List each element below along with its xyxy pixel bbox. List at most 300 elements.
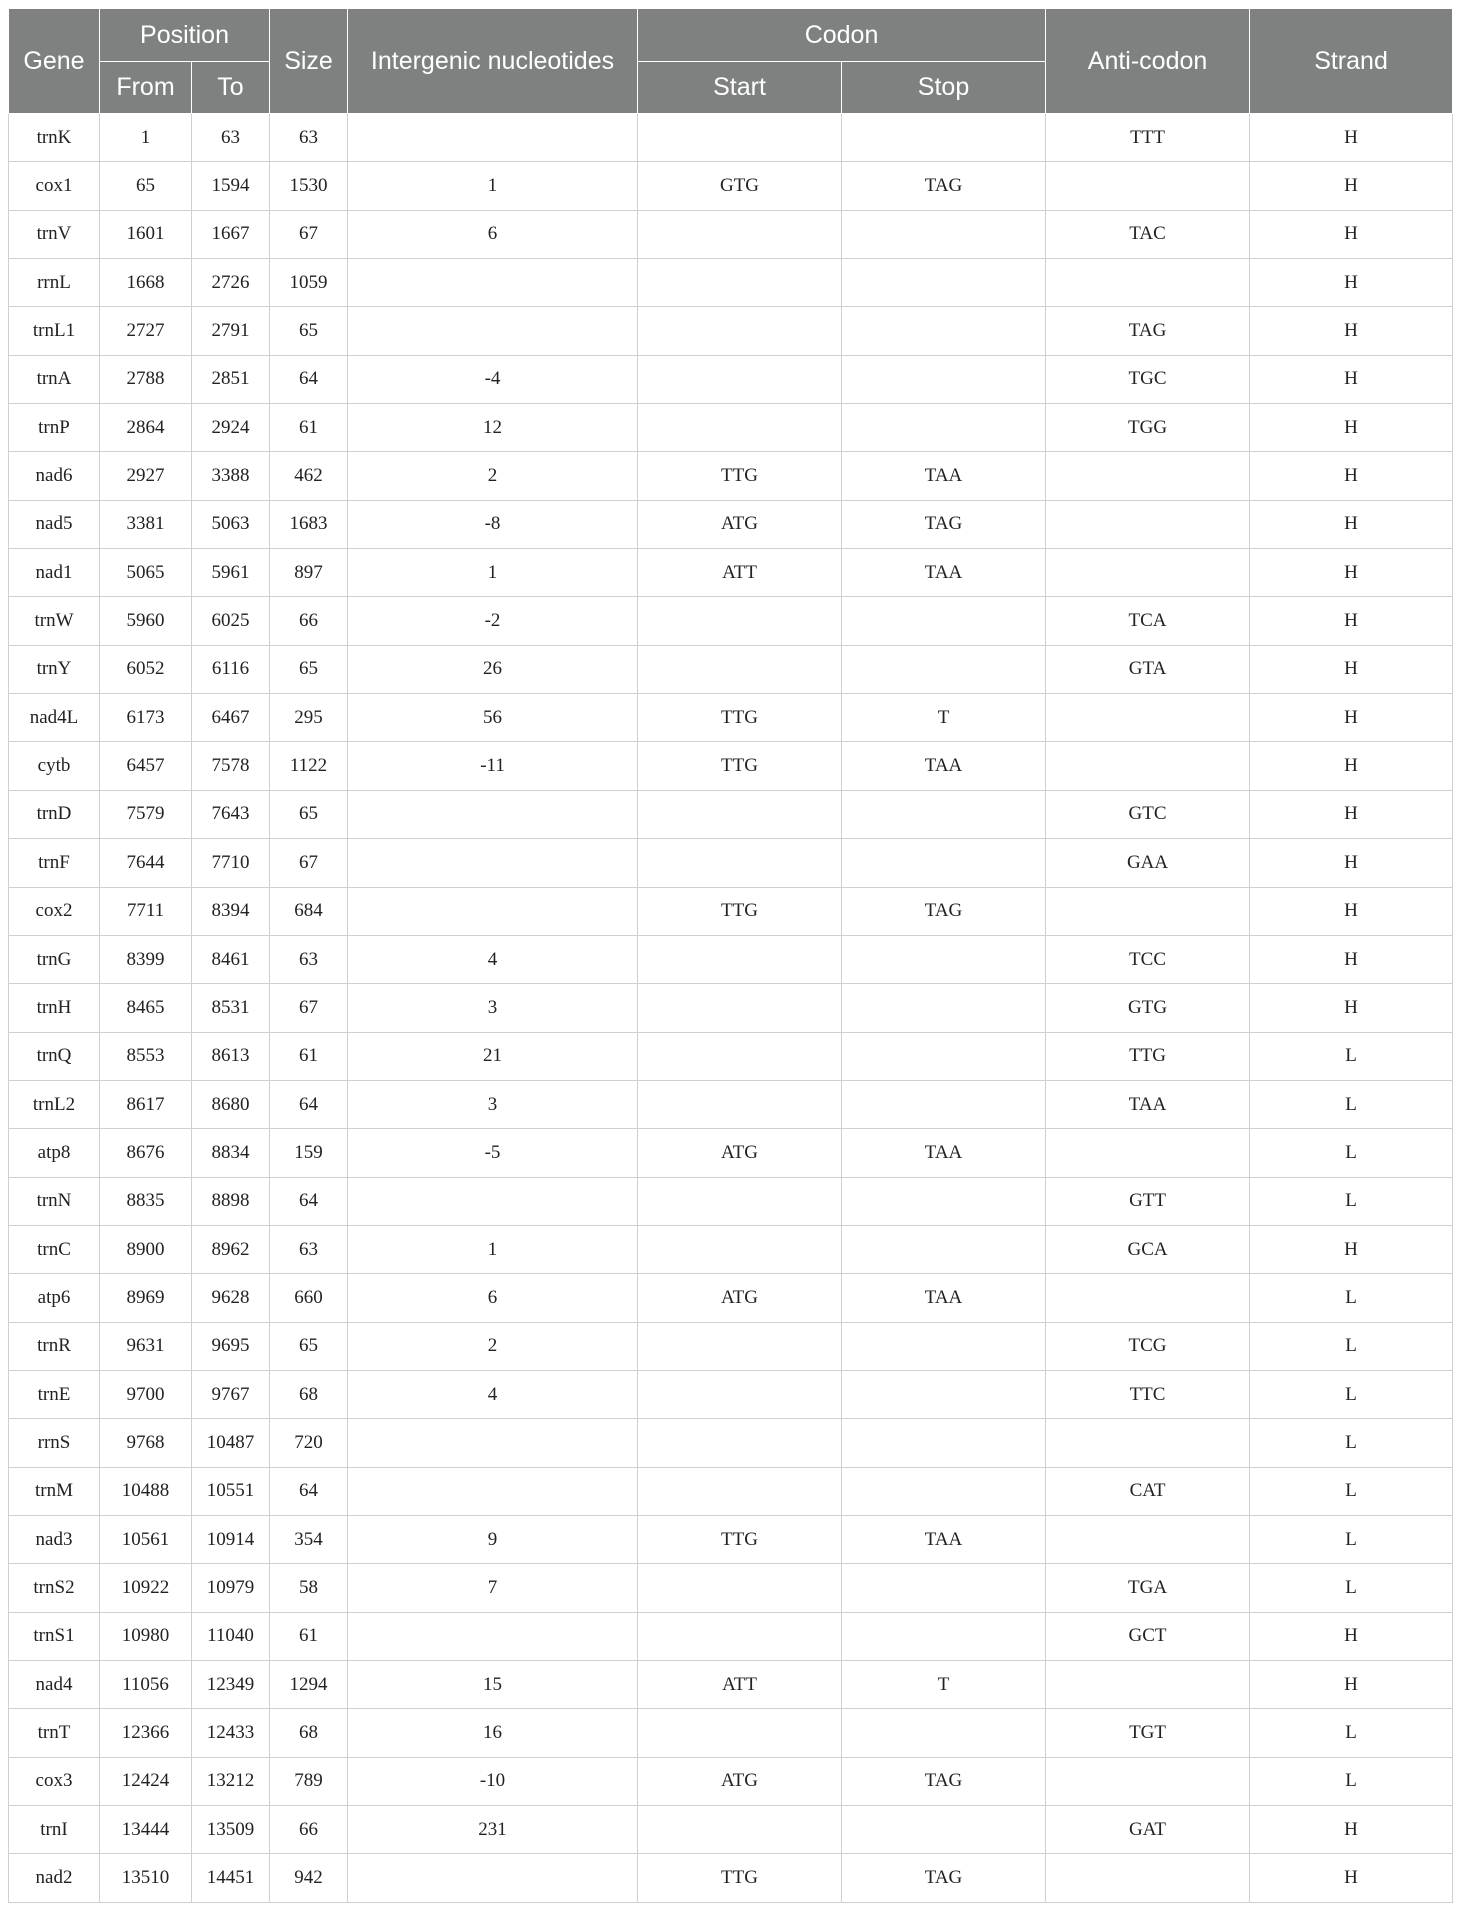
anti-codon-cell: TGC [1046,355,1250,403]
intergenic-cell [348,1177,638,1225]
from-cell: 5065 [100,549,192,597]
intergenic-cell: 7 [348,1564,638,1612]
stop-codon-cell [842,1370,1046,1418]
size-cell: 58 [270,1564,348,1612]
strand-cell: L [1250,1515,1453,1563]
anti-codon-cell: GAA [1046,839,1250,887]
table-row [9,1661,1453,1709]
table-row [9,1032,1453,1080]
to-cell: 11040 [192,1612,270,1660]
start-codon-cell [638,1612,842,1660]
anti-codon-cell [1046,1854,1250,1902]
stop-codon-cell [842,1564,1046,1612]
from-cell: 3381 [100,500,192,548]
gene-table-container [8,8,1452,1903]
start-codon-cell [638,1806,842,1854]
stop-codon-cell [842,839,1046,887]
stop-codon-cell: TAA [842,1515,1046,1563]
from-cell: 1 [100,114,192,162]
start-codon-cell: ATT [638,549,842,597]
start-codon-cell [638,1370,842,1418]
gene-cell: trnP [9,404,100,452]
stop-codon-cell [842,984,1046,1032]
intergenic-cell: 3 [348,984,638,1032]
start-codon-cell [638,935,842,983]
table-row [9,1854,1453,1902]
stop-codon-cell [842,1032,1046,1080]
strand-cell: L [1250,1370,1453,1418]
table-row [9,694,1453,742]
to-cell: 3388 [192,452,270,500]
header-intergenic-nucleotides: Intergenic nucleotides [348,9,638,114]
header-gene: Gene [9,9,100,114]
table-row [9,114,1453,162]
anti-codon-cell [1046,259,1250,307]
gene-cell: trnN [9,1177,100,1225]
intergenic-cell: 9 [348,1515,638,1563]
to-cell: 12349 [192,1661,270,1709]
stop-codon-cell [842,645,1046,693]
size-cell: 897 [270,549,348,597]
from-cell: 12424 [100,1757,192,1805]
gene-cell: trnS2 [9,1564,100,1612]
intergenic-cell [348,790,638,838]
strand-cell: H [1250,887,1453,935]
to-cell: 2924 [192,404,270,452]
gene-cell: atp6 [9,1274,100,1322]
start-codon-cell [638,1419,842,1467]
table-row [9,1129,1453,1177]
stop-codon-cell [842,1806,1046,1854]
start-codon-cell: GTG [638,162,842,210]
strand-cell: H [1250,1225,1453,1273]
intergenic-cell [348,887,638,935]
table-row [9,452,1453,500]
table-row [9,549,1453,597]
strand-cell: H [1250,355,1453,403]
from-cell: 1601 [100,210,192,258]
strand-cell: H [1250,935,1453,983]
size-cell: 720 [270,1419,348,1467]
intergenic-cell [348,839,638,887]
stop-codon-cell [842,259,1046,307]
start-codon-cell: TTG [638,742,842,790]
gene-cell: trnD [9,790,100,838]
gene-cell: cytb [9,742,100,790]
from-cell: 65 [100,162,192,210]
anti-codon-cell [1046,452,1250,500]
to-cell: 10551 [192,1467,270,1515]
from-cell: 2864 [100,404,192,452]
anti-codon-cell: GTA [1046,645,1250,693]
stop-codon-cell [842,1709,1046,1757]
stop-codon-cell [842,1322,1046,1370]
from-cell: 1668 [100,259,192,307]
header-stop: Stop [842,62,1046,114]
to-cell: 7710 [192,839,270,887]
stop-codon-cell: TAG [842,162,1046,210]
from-cell: 13444 [100,1806,192,1854]
anti-codon-cell [1046,694,1250,742]
size-cell: 64 [270,1177,348,1225]
table-row [9,210,1453,258]
size-cell: 63 [270,114,348,162]
intergenic-cell: -10 [348,1757,638,1805]
start-codon-cell [638,1177,842,1225]
gene-cell: trnF [9,839,100,887]
anti-codon-cell: GAT [1046,1806,1250,1854]
to-cell: 8613 [192,1032,270,1080]
gene-cell: nad3 [9,1515,100,1563]
gene-cell: nad5 [9,500,100,548]
size-cell: 67 [270,210,348,258]
header-strand: Strand [1250,9,1453,114]
anti-codon-cell [1046,1129,1250,1177]
size-cell: 65 [270,307,348,355]
size-cell: 67 [270,984,348,1032]
intergenic-cell: 4 [348,935,638,983]
size-cell: 65 [270,790,348,838]
intergenic-cell: -4 [348,355,638,403]
gene-cell: cox3 [9,1757,100,1805]
start-codon-cell [638,984,842,1032]
to-cell: 5063 [192,500,270,548]
intergenic-cell [348,307,638,355]
intergenic-cell: 2 [348,452,638,500]
from-cell: 10980 [100,1612,192,1660]
to-cell: 1667 [192,210,270,258]
to-cell: 63 [192,114,270,162]
start-codon-cell [638,114,842,162]
gene-cell: rrnL [9,259,100,307]
anti-codon-cell: GTT [1046,1177,1250,1225]
table-row [9,1322,1453,1370]
gene-cell: trnY [9,645,100,693]
anti-codon-cell: TGA [1046,1564,1250,1612]
gene-cell: nad1 [9,549,100,597]
table-row [9,1177,1453,1225]
stop-codon-cell: TAA [842,1274,1046,1322]
from-cell: 9631 [100,1322,192,1370]
anti-codon-cell: CAT [1046,1467,1250,1515]
stop-codon-cell [842,114,1046,162]
size-cell: 64 [270,1080,348,1128]
table-row [9,935,1453,983]
table-row [9,1419,1453,1467]
table-row [9,1564,1453,1612]
anti-codon-cell: TCA [1046,597,1250,645]
from-cell: 8617 [100,1080,192,1128]
strand-cell: L [1250,1032,1453,1080]
strand-cell: H [1250,1612,1453,1660]
anti-codon-cell [1046,1274,1250,1322]
gene-cell: trnI [9,1806,100,1854]
gene-cell: trnE [9,1370,100,1418]
to-cell: 5961 [192,549,270,597]
strand-cell: H [1250,210,1453,258]
header-size: Size [270,9,348,114]
from-cell: 8399 [100,935,192,983]
table-row [9,887,1453,935]
start-codon-cell [638,839,842,887]
from-cell: 2788 [100,355,192,403]
table-row [9,1612,1453,1660]
table-row [9,1225,1453,1273]
table-row [9,1467,1453,1515]
gene-cell: cox2 [9,887,100,935]
stop-codon-cell: TAA [842,742,1046,790]
stop-codon-cell: TAG [842,1854,1046,1902]
anti-codon-cell [1046,1757,1250,1805]
intergenic-cell: 231 [348,1806,638,1854]
size-cell: 64 [270,1467,348,1515]
start-codon-cell [638,355,842,403]
intergenic-cell: 6 [348,1274,638,1322]
intergenic-cell [348,114,638,162]
table-row [9,162,1453,210]
size-cell: 354 [270,1515,348,1563]
start-codon-cell [638,1322,842,1370]
gene-cell: nad4 [9,1661,100,1709]
gene-cell: cox1 [9,162,100,210]
gene-cell: trnV [9,210,100,258]
from-cell: 10561 [100,1515,192,1563]
intergenic-cell: 2 [348,1322,638,1370]
stop-codon-cell: TAG [842,887,1046,935]
size-cell: 295 [270,694,348,742]
gene-cell: trnW [9,597,100,645]
size-cell: 1530 [270,162,348,210]
from-cell: 10922 [100,1564,192,1612]
stop-codon-cell [842,935,1046,983]
table-row [9,645,1453,693]
stop-codon-cell [842,307,1046,355]
anti-codon-cell [1046,1419,1250,1467]
start-codon-cell [638,1225,842,1273]
stop-codon-cell: T [842,1661,1046,1709]
size-cell: 159 [270,1129,348,1177]
to-cell: 10979 [192,1564,270,1612]
stop-codon-cell [842,1080,1046,1128]
anti-codon-cell [1046,1661,1250,1709]
from-cell: 8676 [100,1129,192,1177]
to-cell: 14451 [192,1854,270,1902]
start-codon-cell [638,1709,842,1757]
to-cell: 2791 [192,307,270,355]
gene-cell: rrnS [9,1419,100,1467]
strand-cell: H [1250,500,1453,548]
strand-cell: L [1250,1419,1453,1467]
strand-cell: H [1250,307,1453,355]
strand-cell: H [1250,1854,1453,1902]
table-row [9,1080,1453,1128]
size-cell: 1294 [270,1661,348,1709]
strand-cell: H [1250,645,1453,693]
intergenic-cell: 16 [348,1709,638,1757]
intergenic-cell: 3 [348,1080,638,1128]
size-cell: 65 [270,645,348,693]
size-cell: 660 [270,1274,348,1322]
gene-cell: trnL2 [9,1080,100,1128]
gene-cell: trnS1 [9,1612,100,1660]
table-row [9,742,1453,790]
header-to: To [192,62,270,114]
start-codon-cell [638,307,842,355]
strand-cell: H [1250,742,1453,790]
from-cell: 10488 [100,1467,192,1515]
to-cell: 9695 [192,1322,270,1370]
start-codon-cell: ATG [638,1274,842,1322]
strand-cell: H [1250,259,1453,307]
start-codon-cell [638,210,842,258]
start-codon-cell: ATG [638,500,842,548]
from-cell: 8969 [100,1274,192,1322]
stop-codon-cell [842,597,1046,645]
anti-codon-cell: GTG [1046,984,1250,1032]
size-cell: 67 [270,839,348,887]
size-cell: 63 [270,1225,348,1273]
intergenic-cell: 1 [348,549,638,597]
strand-cell: H [1250,1806,1453,1854]
intergenic-cell: 15 [348,1661,638,1709]
header-anti-codon: Anti-codon [1046,9,1250,114]
from-cell: 5960 [100,597,192,645]
size-cell: 66 [270,597,348,645]
gene-cell: trnC [9,1225,100,1273]
start-codon-cell: ATG [638,1129,842,1177]
strand-cell: H [1250,549,1453,597]
strand-cell: H [1250,597,1453,645]
table-row [9,1709,1453,1757]
table-row [9,790,1453,838]
start-codon-cell [638,1032,842,1080]
header-codon: Codon [638,9,1046,62]
to-cell: 8962 [192,1225,270,1273]
header-from: From [100,62,192,114]
stop-codon-cell [842,210,1046,258]
stop-codon-cell: TAG [842,1757,1046,1805]
intergenic-cell: 26 [348,645,638,693]
to-cell: 6116 [192,645,270,693]
strand-cell: H [1250,790,1453,838]
from-cell: 9768 [100,1419,192,1467]
intergenic-cell: 56 [348,694,638,742]
to-cell: 6467 [192,694,270,742]
intergenic-cell: 6 [348,210,638,258]
intergenic-cell [348,1854,638,1902]
strand-cell: L [1250,1322,1453,1370]
to-cell: 10914 [192,1515,270,1563]
intergenic-cell [348,1419,638,1467]
gene-cell: atp8 [9,1129,100,1177]
from-cell: 8900 [100,1225,192,1273]
from-cell: 6457 [100,742,192,790]
strand-cell: L [1250,1564,1453,1612]
to-cell: 13509 [192,1806,270,1854]
gene-cell: trnT [9,1709,100,1757]
gene-cell: trnH [9,984,100,1032]
table-row [9,597,1453,645]
stop-codon-cell [842,1612,1046,1660]
strand-cell: H [1250,839,1453,887]
gene-cell: trnG [9,935,100,983]
to-cell: 9767 [192,1370,270,1418]
anti-codon-cell [1046,887,1250,935]
stop-codon-cell [842,1177,1046,1225]
from-cell: 7711 [100,887,192,935]
size-cell: 684 [270,887,348,935]
table-row [9,307,1453,355]
gene-cell: trnR [9,1322,100,1370]
to-cell: 1594 [192,162,270,210]
table-row [9,1370,1453,1418]
size-cell: 61 [270,1612,348,1660]
anti-codon-cell: GCT [1046,1612,1250,1660]
anti-codon-cell: GTC [1046,790,1250,838]
table-row [9,1274,1453,1322]
anti-codon-cell: TAC [1046,210,1250,258]
anti-codon-cell: TTC [1046,1370,1250,1418]
strand-cell: L [1250,1080,1453,1128]
from-cell: 9700 [100,1370,192,1418]
from-cell: 8835 [100,1177,192,1225]
start-codon-cell: TTG [638,1515,842,1563]
start-codon-cell: TTG [638,452,842,500]
from-cell: 6173 [100,694,192,742]
to-cell: 8461 [192,935,270,983]
from-cell: 2927 [100,452,192,500]
intergenic-cell: 4 [348,1370,638,1418]
from-cell: 6052 [100,645,192,693]
stop-codon-cell [842,1419,1046,1467]
gene-cell: nad6 [9,452,100,500]
start-codon-cell: ATG [638,1757,842,1805]
table-row [9,355,1453,403]
header-position: Position [100,9,270,62]
stop-codon-cell: T [842,694,1046,742]
stop-codon-cell: TAA [842,1129,1046,1177]
intergenic-cell: -2 [348,597,638,645]
gene-cell: trnQ [9,1032,100,1080]
stop-codon-cell [842,404,1046,452]
strand-cell: H [1250,984,1453,1032]
start-codon-cell [638,597,842,645]
start-codon-cell [638,790,842,838]
gene-cell: trnL1 [9,307,100,355]
start-codon-cell [638,404,842,452]
from-cell: 11056 [100,1661,192,1709]
table-body [9,114,1453,1903]
size-cell: 462 [270,452,348,500]
to-cell: 2851 [192,355,270,403]
stop-codon-cell [842,355,1046,403]
intergenic-cell: 12 [348,404,638,452]
gene-cell: nad2 [9,1854,100,1902]
to-cell: 13212 [192,1757,270,1805]
anti-codon-cell: TCG [1046,1322,1250,1370]
to-cell: 8834 [192,1129,270,1177]
start-codon-cell: TTG [638,1854,842,1902]
from-cell: 7579 [100,790,192,838]
from-cell: 2727 [100,307,192,355]
table-row [9,259,1453,307]
anti-codon-cell [1046,500,1250,548]
start-codon-cell [638,645,842,693]
anti-codon-cell: TAA [1046,1080,1250,1128]
stop-codon-cell: TAA [842,452,1046,500]
start-codon-cell [638,259,842,307]
strand-cell: L [1250,1274,1453,1322]
